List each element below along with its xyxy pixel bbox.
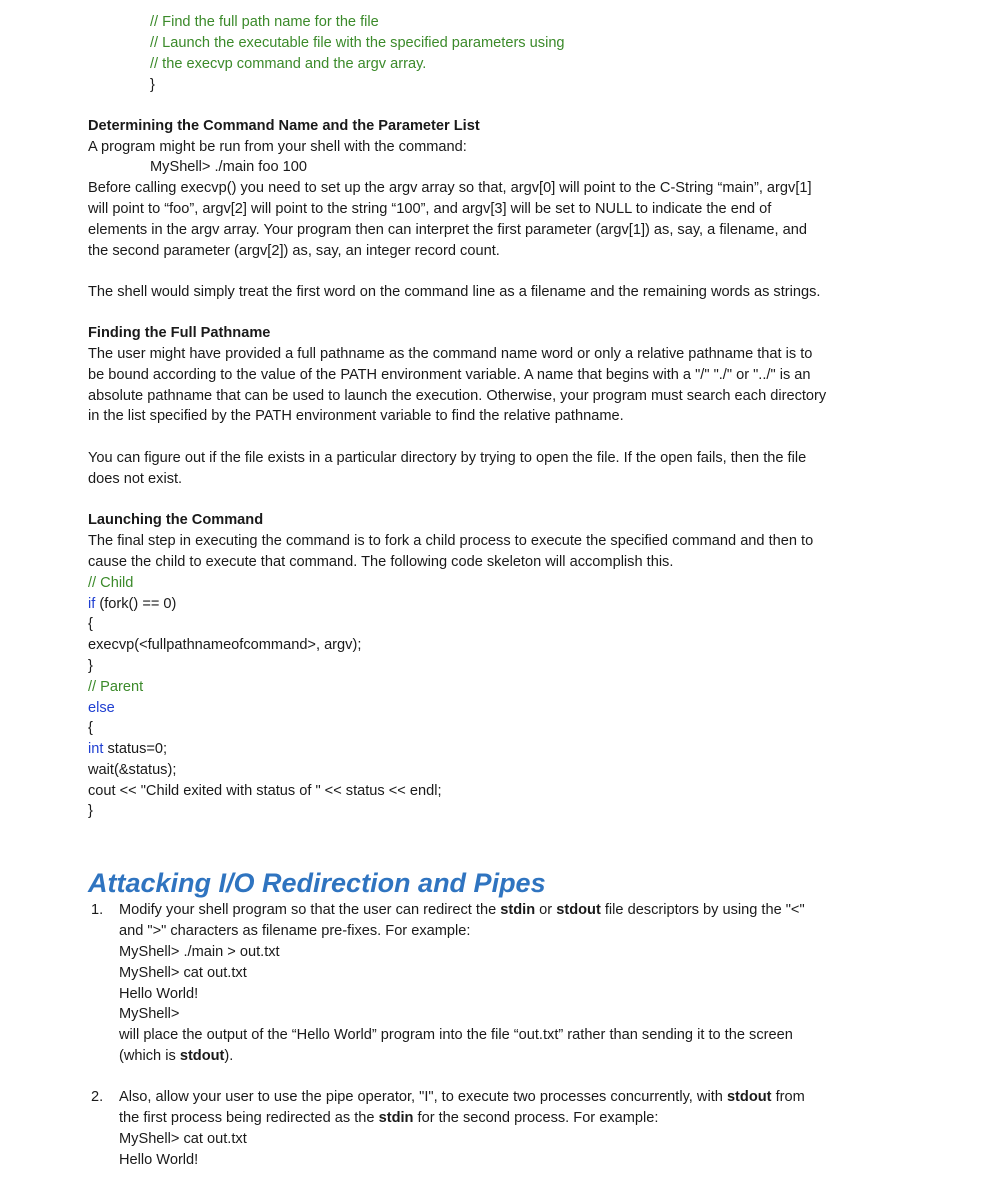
text-run-bold: stdin bbox=[500, 902, 536, 918]
text-run: ). bbox=[224, 1048, 234, 1064]
code-line: wait(&status); bbox=[88, 762, 177, 778]
code-line: execvp(<fullpathnameofcommand>, argv); bbox=[88, 637, 362, 653]
code-comment: // Parent bbox=[88, 679, 144, 695]
code-line bbox=[88, 594, 176, 614]
code-line bbox=[88, 739, 167, 759]
text-run: for the second process. For example: bbox=[413, 1110, 659, 1126]
list-item-line: and ">" characters as filename pre-fixes. For example: bbox=[119, 923, 471, 939]
paragraph-line: Before calling execvp() you need to set up the argv array so that, argv[0] will point to the C-String “main”, argv[1] bbox=[88, 180, 812, 196]
code-comment: // Child bbox=[88, 575, 134, 591]
command-example: Hello World! bbox=[119, 986, 199, 1002]
code-comment: // the execvp command and the argv array. bbox=[150, 56, 427, 72]
section-title: Finding the Full Pathname bbox=[88, 325, 271, 341]
list-item-line bbox=[119, 1108, 658, 1128]
paragraph-line: will point to “foo”, argv[2] will point to the string “100”, and argv[3] will be set to NULL to indicate the end of bbox=[88, 201, 772, 217]
paragraph-line: the second parameter (argv[2]) as, say, an integer record count. bbox=[88, 243, 500, 259]
list-number: 2. bbox=[91, 1089, 104, 1105]
command-example: MyShell> cat out.txt bbox=[119, 1131, 247, 1147]
paragraph-line: The final step in executing the command is to fork a child process to execute the specified command and then to bbox=[88, 533, 814, 549]
paragraph-line: You can figure out if the file exists in a particular directory by trying to open the file. If the open fails, then the file bbox=[88, 450, 807, 466]
code-brace: { bbox=[88, 720, 93, 736]
text-run: Modify your shell program so that the user can redirect the bbox=[119, 902, 501, 918]
code-keyword: if bbox=[88, 596, 96, 612]
text-run-bold: stdin bbox=[378, 1110, 414, 1126]
code-comment: // Find the full path name for the file bbox=[150, 14, 379, 30]
command-example: Hello World! bbox=[119, 1152, 199, 1168]
paragraph-line: be bound according to the value of the PATH environment variable. A name that begins with a "/" "./" or "../" is an bbox=[88, 367, 811, 383]
section-title: Determining the Command Name and the Parameter List bbox=[88, 118, 480, 134]
text-run: the first process being redirected as the bbox=[119, 1110, 379, 1126]
list-item-line: will place the output of the “Hello World” program into the file “out.txt” rather than sending it to the screen bbox=[119, 1027, 793, 1043]
paragraph-line: elements in the argv array. Your program then can interpret the first parameter (argv[1]) as, say, a filename, and bbox=[88, 222, 807, 238]
code-brace: { bbox=[88, 616, 93, 632]
text-run: (which is bbox=[119, 1048, 180, 1064]
list-number: 1. bbox=[91, 902, 104, 918]
paragraph-line: The shell would simply treat the first word on the command line as a filename and the remaining words as strings. bbox=[88, 284, 821, 300]
list-item-line bbox=[119, 900, 805, 920]
command-example: MyShell> ./main foo 100 bbox=[150, 159, 307, 175]
section-heading: Attacking I/O Redirection and Pipes bbox=[88, 868, 546, 898]
text-run-bold: stdout bbox=[179, 1048, 225, 1064]
paragraph-line: A program might be run from your shell with the command: bbox=[88, 139, 467, 155]
code-brace: } bbox=[88, 658, 93, 674]
paragraph-line: The user might have provided a full pathname as the command name word or only a relative pathname that is to bbox=[88, 346, 813, 362]
text-run-bold: stdout bbox=[726, 1089, 772, 1105]
text-run: or bbox=[535, 902, 557, 918]
text-run: from bbox=[771, 1089, 805, 1105]
paragraph-line: cause the child to execute that command. The following code skeleton will accomplish this. bbox=[88, 554, 674, 570]
list-item-line bbox=[119, 1046, 233, 1066]
paragraph-line: does not exist. bbox=[88, 471, 183, 487]
code-line: cout << "Child exited with status of " << status << endl; bbox=[88, 783, 442, 799]
code-brace: } bbox=[88, 803, 93, 819]
text-run: Also, allow your user to use the pipe operator, "I", to execute two processes concurrently, with bbox=[119, 1089, 727, 1105]
section-title: Launching the Command bbox=[88, 512, 264, 528]
code-keyword: else bbox=[88, 700, 115, 716]
command-example: MyShell> ./main > out.txt bbox=[119, 944, 280, 960]
text-run-bold: stdout bbox=[556, 902, 601, 918]
command-example: MyShell> cat out.txt bbox=[119, 965, 247, 981]
code-brace: } bbox=[150, 77, 155, 93]
list-item-line bbox=[119, 1087, 805, 1107]
command-example: MyShell> bbox=[119, 1006, 180, 1022]
code-keyword: int bbox=[88, 741, 104, 757]
code-text: (fork() == 0) bbox=[95, 596, 177, 612]
text-run: file descriptors by using the "<" bbox=[600, 902, 805, 918]
code-text: status=0; bbox=[103, 741, 168, 757]
paragraph-line: absolute pathname that can be used to launch the execution. Otherwise, your program must search each directory bbox=[88, 388, 827, 404]
paragraph-line: in the list specified by the PATH environment variable to find the relative pathname. bbox=[88, 408, 624, 424]
code-comment: // Launch the executable file with the specified parameters using bbox=[150, 35, 565, 51]
